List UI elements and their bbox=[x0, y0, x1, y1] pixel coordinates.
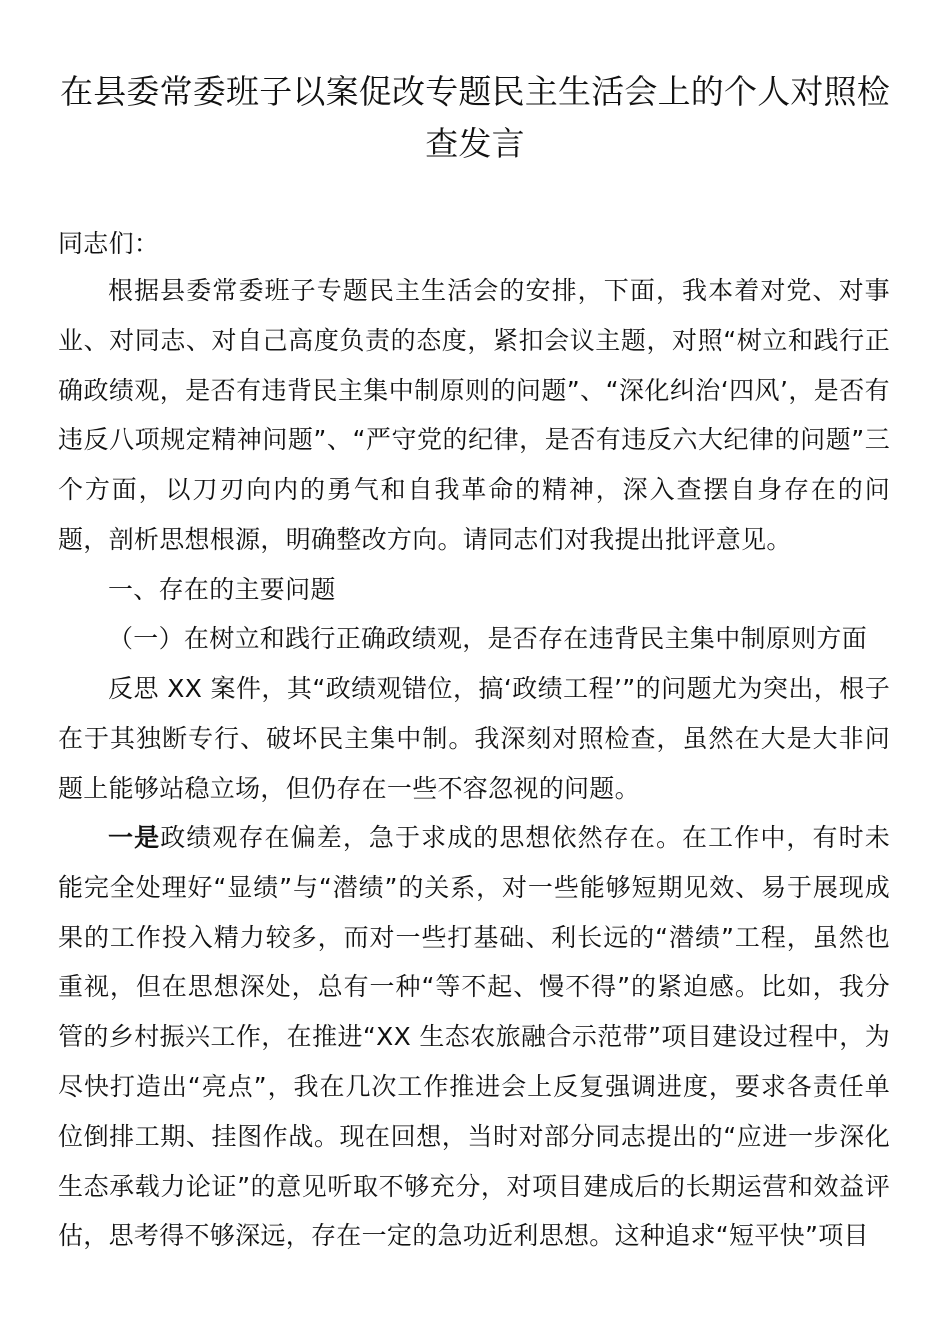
reflection-paragraph: 反思 XX 案件，其“政绩观错位，搞‘政绩工程’”的问题尤为突出，根子在于其独断专行、破坏民主集中制。我深刻对照检查，虽然在大是大非问题上能够站稳立场，但仍存在一些不容忽视的问题。 bbox=[58, 674, 890, 803]
section-heading: 一、存在的主要问题 bbox=[108, 575, 336, 604]
document-title: 在县委常委班子以案促改专题民主生活会上的个人对照检查发言 bbox=[60, 72, 890, 163]
subsection-heading: （一）在树立和践行正确政绩观，是否存在违背民主集中制原则方面 bbox=[108, 624, 868, 653]
point-one-paragraph bbox=[58, 813, 890, 1261]
point-one-body: 政绩观存在偏差，急于求成的思想依然存在。在工作中，有时未能完全处理好“显绩”与“潜绩”的关系，对一些能够短期见效、易于展现成果的工作投入精力较多，而对一些打基础、利长远的“潜绩”工程，虽然也重视，但在思想深处，总有一种“等不起、慢不得”的紧迫感。比如，我分管的乡村振兴工作，在推进“XX 生态农旅融合示范带”项目建设过程中，为尽快打造出“亮点”，我在几次工作推进会上反复强调进度，要求各责任单位倒排工期、挂图作战。现在回想，当时对部分同志提出的“应进一步深化生态承载力论证”的意见听取不够充分，对项目建成后的长期运营和效益评估，思考得不够深远，存在一定的急功近利思想。这种追求“短平快”项目 bbox=[58, 823, 890, 1251]
salutation: 同志们： bbox=[58, 229, 160, 258]
point-one-lead: 一是 bbox=[108, 823, 161, 852]
intro-paragraph: 根据县委常委班子专题民主生活会的安排，下面，我本着对党、对事业、对同志、对自己高度负责的态度，紧扣会议主题，对照“树立和践行正确政绩观，是否有违背民主集中制原则的问题”、“深化纠治‘四风’，是否有违反八项规定精神问题”、“严守党的纪律，是否有违反六大纪律的问题”三个方面，以刀刃向内的勇气和自我革命的精神，深入查摆自身存在的问题，剖析思想根源，明确整改方向。请同志们对我提出批评意见。 bbox=[58, 276, 890, 554]
